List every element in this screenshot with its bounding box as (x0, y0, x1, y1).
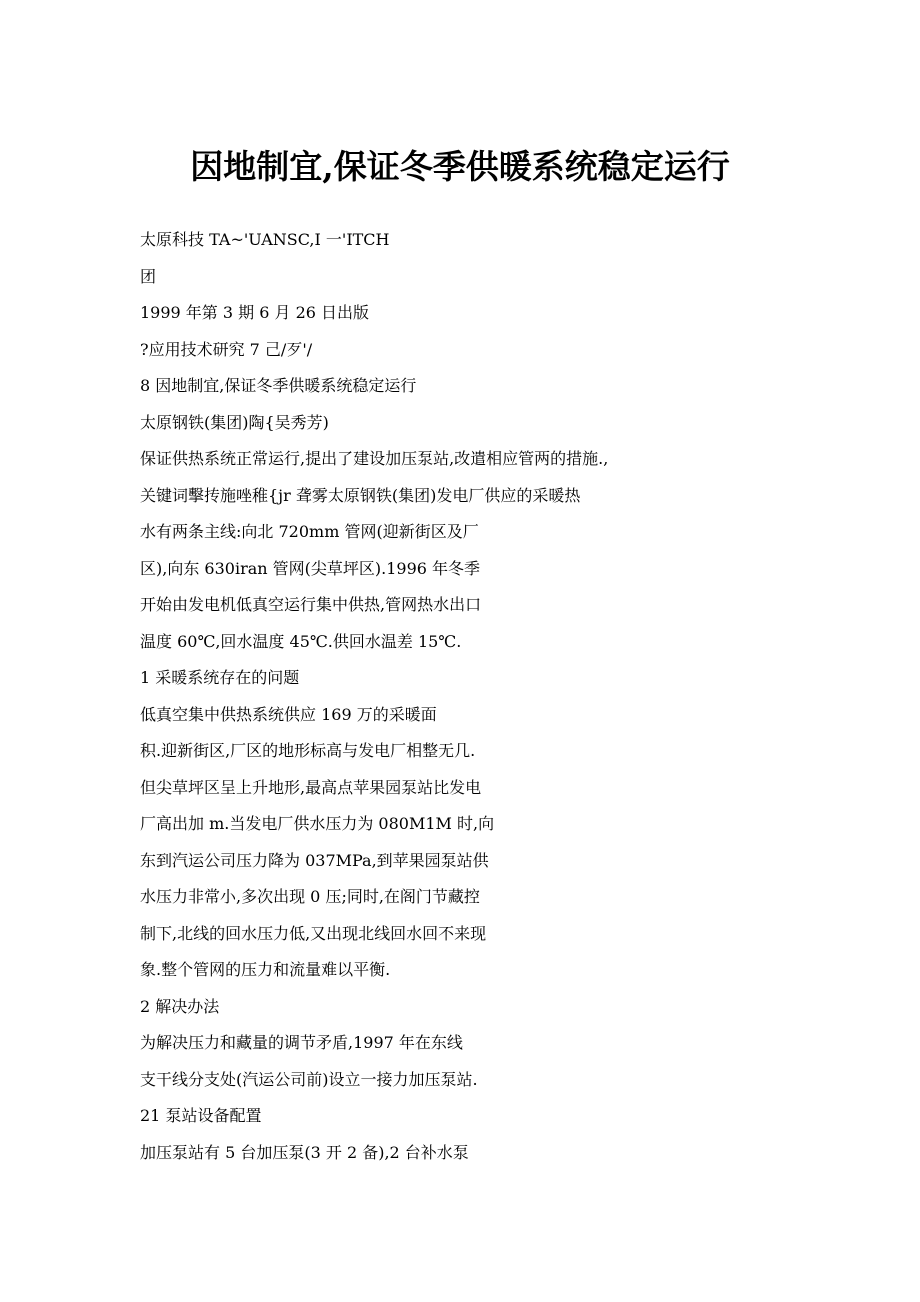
text-line: 太原科技 TA~'UANSC,I 一'ITCH (140, 230, 390, 249)
text-line: 积.迎新街区,厂区的地形标高与发电厂相整无几. (140, 741, 476, 760)
text-line: 厂高出加 m.当发电厂供水压力为 080M1M 时,向 (140, 814, 495, 833)
text-line: 8 因地制宜,保证冬季供暖系统稳定运行 (140, 376, 417, 395)
text-line: 制下,北线的回水压力低,又出现北线回水回不来现 (140, 923, 487, 943)
text-line: 但尖草坪区呈上升地形,最高点苹果园泵站比发电 (140, 777, 482, 797)
text-line: 水有两条主线:向北 720mm 管网(迎新街区及厂 (140, 522, 479, 541)
text-line: 关键词擊抟施唑稚{jr 聋雾太原钢铁(集团)发电厂供应的采暖热 (140, 485, 581, 505)
text-line: 1999 年第 3 期 6 月 26 日出版 (140, 303, 370, 322)
text-line: 加压泵站有 5 台加压泵(3 开 2 备),2 台补水泵 (140, 1142, 469, 1162)
text-line: ?应用技术研究 7 己/歹'/ (140, 339, 313, 359)
text-line: 象.整个管网的压力和流量难以平衡. (140, 960, 391, 979)
text-line: 保证供热系统正常运行,提出了建设加压泵站,改遣相应管两的措施., (140, 449, 609, 468)
text-line: 为解决压力和藏量的调节矛盾,1997 年在东线 (140, 1033, 463, 1052)
text-line: 太原钢铁(集团)陶{吴秀芳) (140, 412, 329, 432)
text-line: 团 (140, 266, 157, 286)
text-line: 开始由发电机低真空运行集中供热,管网热水出口 (140, 595, 482, 614)
text-line: 支干线分支处(汽运公司前)设立一接力加压泵站. (140, 1069, 478, 1089)
section-heading: 1 采暖系统存在的问题 (140, 668, 300, 687)
section-heading: 21 泵站设备配置 (140, 1106, 262, 1125)
text-line: 低真空集中供热系统供应 169 万的采暖面 (140, 704, 437, 724)
text-line: 水压力非常小,多次出现 0 压;同时,在阁门节藏控 (140, 887, 480, 906)
text-line: 区),向东 630iran 管网(尖草坪区).1996 年冬季 (140, 558, 481, 578)
text-line: 东到汽运公司压力降为 037MPa,到苹果园泵站供 (140, 850, 489, 870)
section-heading: 2 解决办法 (140, 996, 220, 1016)
document-body (140, 226, 780, 1175)
text-line: 温度 60℃,回水温度 45℃.供回水温差 15℃. (140, 631, 462, 651)
document-title: 因地制宜,保证冬季供暖系统稳定运行 (190, 147, 730, 186)
